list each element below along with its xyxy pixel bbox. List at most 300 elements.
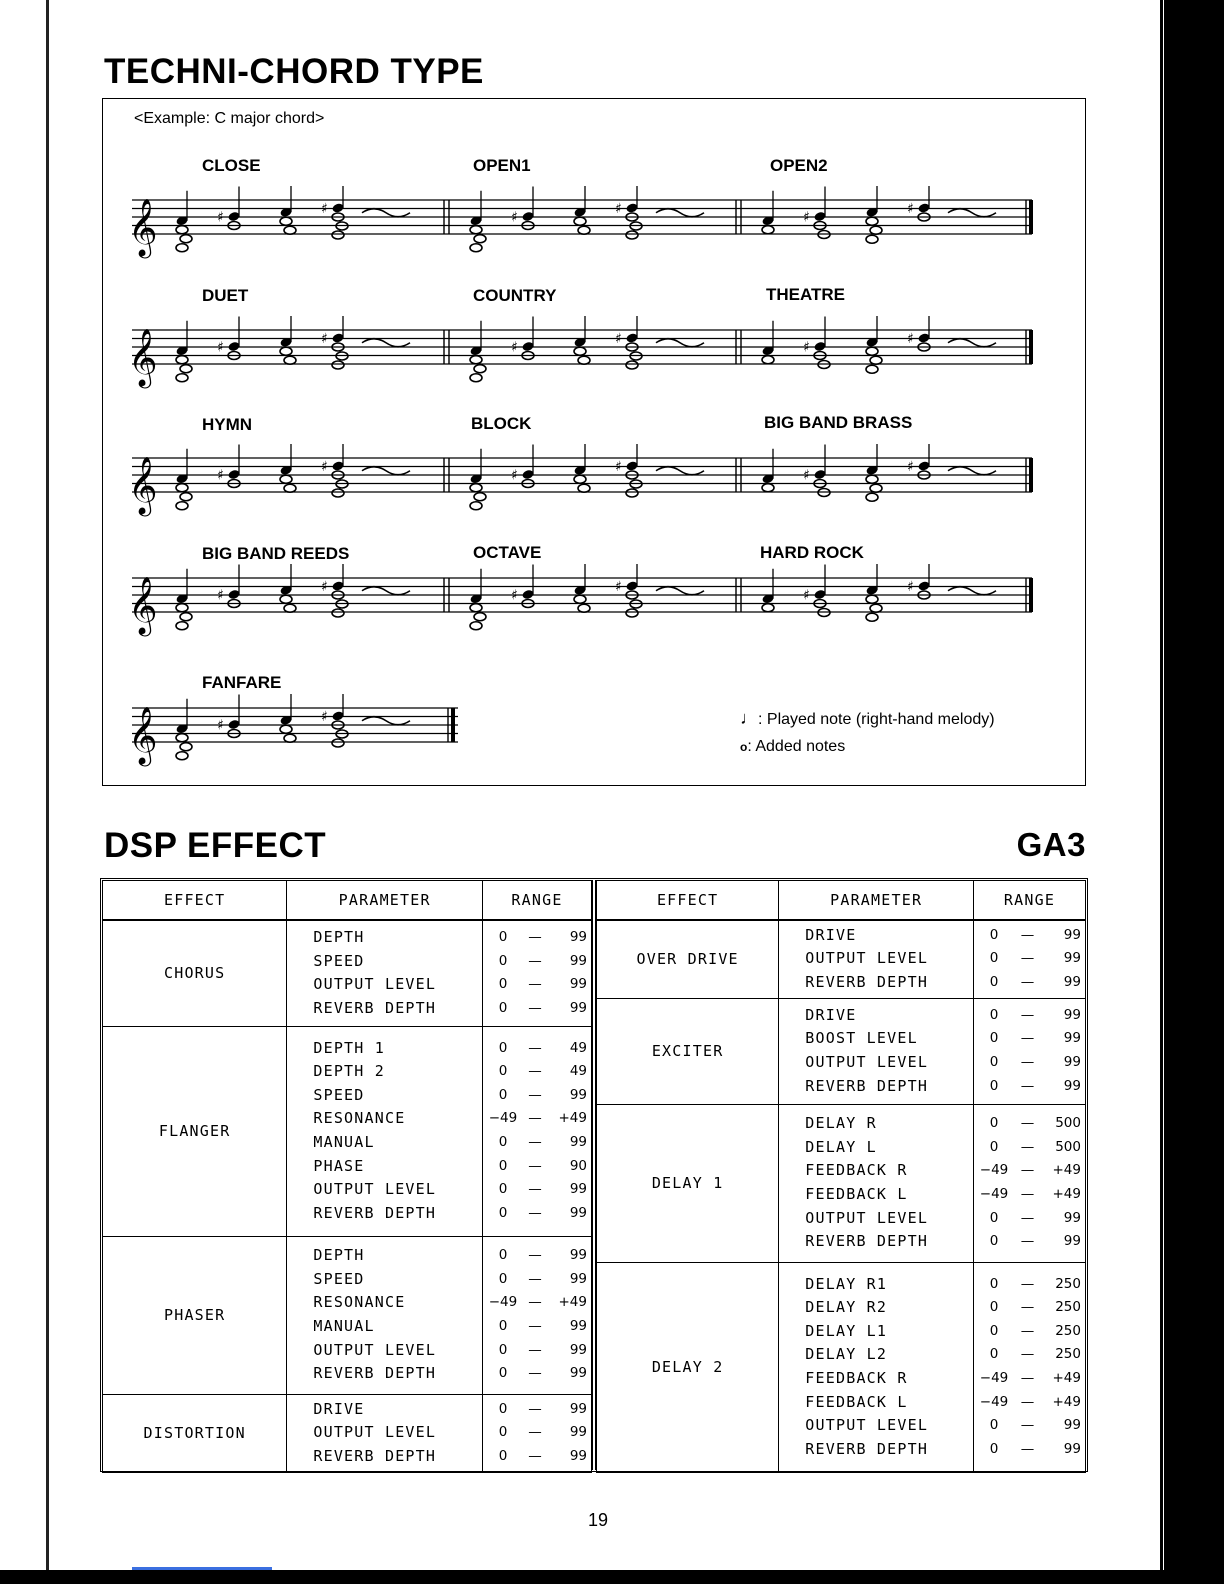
range-dash: —: [1020, 1138, 1035, 1155]
range-max: 500: [1055, 1115, 1081, 1132]
music-staff-close-open: [126, 186, 1036, 266]
added-note: [574, 217, 586, 225]
tie-icon: [948, 587, 996, 595]
tie-icon: [656, 339, 704, 347]
effect-name: CHORUS: [103, 920, 287, 1026]
parameter-name: FEEDBACK R: [805, 1161, 908, 1180]
range-min: 0: [989, 1275, 999, 1292]
range-value: [978, 1391, 1081, 1415]
added-note: [470, 484, 482, 492]
range-dash: —: [528, 1204, 542, 1221]
range-max: 99: [569, 1134, 587, 1150]
range-max: 99: [1063, 1417, 1081, 1434]
added-note: [176, 734, 188, 742]
range-list: [483, 1236, 592, 1394]
added-note: [762, 226, 774, 234]
range-dash: —: [528, 1134, 542, 1150]
range-min: 0: [498, 1063, 508, 1080]
range-min: 0: [498, 1318, 508, 1334]
header-effect: EFFECT: [597, 881, 779, 921]
added-note: [176, 604, 188, 612]
range-max: 99: [1063, 1440, 1081, 1457]
range-value: [978, 1367, 1081, 1391]
added-note: [176, 752, 188, 760]
range-value: [487, 1398, 587, 1422]
range-value: [487, 1339, 587, 1363]
page-number: 19: [587, 1510, 609, 1530]
added-note: [180, 613, 192, 621]
chord-type-label: CLOSE: [202, 156, 261, 175]
added-note: [866, 613, 878, 621]
added-note: [470, 226, 482, 234]
added-note: [870, 226, 882, 234]
range-max: 99: [569, 976, 587, 993]
parameter-name: MANUAL: [313, 1317, 375, 1335]
music-staff-fanfare: [126, 694, 466, 774]
range-min: −49: [979, 1162, 1009, 1179]
dsp-table-left: [102, 880, 592, 1473]
whole-note-icon: o: [740, 740, 748, 754]
range-min: 0: [989, 1233, 999, 1250]
range-dash: —: [1020, 1233, 1035, 1250]
sharp-icon: ♯: [321, 579, 328, 595]
parameter-list: [287, 1236, 483, 1394]
parameter-list: [779, 998, 974, 1104]
added-note: [176, 374, 188, 382]
chord-type-label: DUET: [202, 286, 249, 305]
legend-added: o: Added notes: [740, 738, 846, 755]
range-dash: —: [1020, 1006, 1035, 1023]
added-note: [578, 356, 590, 364]
range-value: [978, 1273, 1081, 1297]
range-value: [978, 1051, 1081, 1075]
parameter-name: DELAY L: [805, 1137, 877, 1156]
range-max: 99: [569, 1318, 587, 1334]
range-value: [487, 1202, 587, 1226]
range-min: 0: [989, 1138, 999, 1155]
added-note: [866, 493, 878, 501]
parameter-name: DRIVE: [805, 925, 857, 944]
parameter-name: REVERB DEPTH: [805, 973, 929, 992]
added-note: [332, 609, 344, 617]
range-value: [978, 1438, 1081, 1462]
range-max: 99: [1063, 950, 1081, 967]
range-max: 99: [569, 1086, 587, 1103]
chord-type-label: BIG BAND BRASS: [764, 413, 913, 432]
parameter-name: REVERB DEPTH: [313, 1364, 437, 1383]
tie-icon: [948, 467, 996, 475]
treble-clef-icon: 𝄞: [128, 576, 158, 634]
added-note: [176, 356, 188, 364]
sharp-icon: ♯: [907, 459, 914, 475]
sharp-icon: ♯: [907, 201, 914, 217]
techni-chord-title: TECHNI-CHORD TYPE: [104, 52, 484, 91]
sharp-icon: ♯: [907, 579, 914, 595]
parameter-name: OUTPUT LEVEL: [313, 975, 437, 994]
parameter-list: [779, 1262, 974, 1472]
parameter-name: PHASE: [313, 1156, 365, 1175]
scan-edge-left: [46, 0, 49, 1584]
range-min: 0: [498, 929, 508, 946]
range-min: 0: [989, 1322, 999, 1339]
range-min: 0: [989, 1209, 999, 1226]
effect-name: DELAY 1: [597, 1104, 779, 1262]
range-value: [978, 1112, 1081, 1136]
tie-icon: [948, 209, 996, 217]
range-value: [978, 924, 1081, 948]
range-list: [974, 998, 1086, 1104]
parameter-name: SPEED: [313, 1269, 365, 1288]
range-dash: —: [1020, 1030, 1035, 1047]
range-min: 0: [498, 1447, 508, 1464]
range-value: [487, 1131, 587, 1155]
chord-type-label: THEATRE: [766, 285, 846, 304]
range-value: [978, 1075, 1081, 1099]
added-note: [762, 356, 774, 364]
range-min: 0: [989, 1054, 999, 1070]
range-max: +49: [1052, 1370, 1081, 1386]
added-note: [866, 217, 878, 225]
parameter-name: DELAY R: [805, 1114, 877, 1133]
range-list: [974, 920, 1086, 998]
added-note: [332, 361, 344, 369]
parameter-list: [779, 920, 974, 998]
example-label: <Example: C major chord>: [134, 110, 325, 127]
dsp-table-right: [596, 880, 1086, 1473]
range-dash: —: [528, 999, 542, 1016]
added-note: [332, 489, 344, 497]
range-dash: —: [1020, 1440, 1035, 1457]
effect-name: FLANGER: [103, 1026, 287, 1236]
range-max: +49: [1052, 1393, 1081, 1410]
added-note: [574, 595, 586, 603]
sharp-icon: ♯: [217, 209, 224, 226]
range-min: 0: [989, 1417, 999, 1434]
range-value: [978, 947, 1081, 971]
range-max: 99: [1063, 1054, 1081, 1070]
effect-name: DELAY 2: [597, 1262, 779, 1472]
added-note: [866, 347, 878, 355]
treble-clef-icon: 𝄞: [128, 456, 158, 514]
range-dash: —: [1020, 1370, 1035, 1386]
legend-played: ♩: Played note (right-hand melody): [740, 708, 995, 728]
scan-edge-right: [1160, 0, 1163, 1570]
treble-clef-icon: 𝄞: [128, 328, 158, 386]
parameter-name: REVERB DEPTH: [805, 1076, 929, 1095]
effect-name: OVER DRIVE: [597, 920, 779, 998]
sharp-icon: ♯: [511, 587, 518, 604]
range-min: −49: [979, 1393, 1009, 1410]
added-note: [870, 604, 882, 612]
range-dash: —: [528, 1447, 542, 1464]
range-value: [487, 1362, 587, 1386]
range-dash: —: [528, 1157, 542, 1174]
range-min: 0: [989, 1299, 999, 1316]
parameter-name: OUTPUT LEVEL: [805, 1208, 929, 1227]
range-max: 99: [1063, 974, 1081, 991]
range-max: 99: [569, 1447, 587, 1464]
added-note: [470, 244, 482, 252]
sharp-icon: ♯: [907, 331, 914, 347]
range-list: [483, 1394, 592, 1472]
sharp-icon: ♯: [217, 467, 224, 484]
range-min: 0: [498, 1204, 508, 1221]
added-note: [474, 493, 486, 501]
range-dash: —: [528, 1181, 542, 1198]
range-max: 99: [569, 952, 587, 969]
sharp-icon: ♯: [615, 579, 622, 595]
parameter-name: REVERB DEPTH: [805, 1439, 929, 1458]
range-dash: —: [528, 1424, 542, 1441]
range-min: 0: [989, 1030, 999, 1047]
added-note: [470, 502, 482, 510]
range-max: 99: [569, 1270, 587, 1287]
parameter-name: OUTPUT LEVEL: [313, 1423, 437, 1442]
added-note: [332, 739, 344, 747]
range-dash: —: [528, 976, 542, 993]
added-note: [176, 622, 188, 630]
range-min: 0: [498, 1424, 508, 1441]
range-dash: —: [528, 1365, 542, 1382]
added-note: [870, 484, 882, 492]
range-dash: —: [1020, 926, 1035, 943]
added-note: [280, 475, 292, 483]
tie-icon: [362, 209, 410, 217]
range-max: 99: [569, 929, 587, 946]
range-dash: —: [1020, 1077, 1035, 1094]
chord-type-label: BLOCK: [471, 414, 532, 433]
parameter-name: MANUAL: [313, 1133, 375, 1151]
sharp-icon: ♯: [803, 339, 810, 356]
added-note: [474, 365, 486, 373]
added-note: [280, 347, 292, 355]
parameter-name: FEEDBACK L: [805, 1392, 908, 1411]
added-note: [470, 374, 482, 382]
tie-icon: [362, 717, 410, 725]
added-note: [470, 622, 482, 630]
range-min: −49: [488, 1110, 518, 1127]
range-value: [487, 997, 587, 1021]
sharp-icon: ♯: [803, 467, 810, 484]
parameter-name: REVERB DEPTH: [313, 998, 437, 1017]
added-note: [866, 595, 878, 603]
parameter-name: BOOST LEVEL: [805, 1029, 918, 1048]
range-dash: —: [528, 1110, 542, 1127]
chord-type-label: HYMN: [202, 415, 253, 434]
effect-name: EXCITER: [597, 998, 779, 1104]
scan-edge-bar: [1164, 0, 1224, 1584]
range-value: [978, 1183, 1081, 1207]
sharp-icon: ♯: [321, 331, 328, 347]
added-note: [762, 604, 774, 612]
added-note: [626, 489, 638, 497]
range-min: 0: [498, 1341, 508, 1358]
parameter-name: SPEED: [313, 1085, 365, 1104]
added-note: [180, 743, 192, 751]
range-max: 250: [1055, 1322, 1081, 1339]
parameter-name: OUTPUT LEVEL: [805, 949, 929, 968]
range-min: 0: [498, 1134, 508, 1150]
added-note: [578, 484, 590, 492]
sharp-icon: ♯: [511, 467, 518, 484]
range-value: [487, 1291, 587, 1315]
added-note: [280, 595, 292, 603]
range-min: 0: [989, 1346, 999, 1363]
header-parameter: PARAMETER: [779, 881, 974, 921]
tie-icon: [362, 339, 410, 347]
parameter-name: DRIVE: [313, 1399, 365, 1418]
range-dash: —: [528, 1318, 542, 1334]
range-max: 90: [569, 1157, 587, 1174]
range-value: [978, 1027, 1081, 1051]
range-max: 250: [1055, 1275, 1081, 1292]
parameter-name: DRIVE: [805, 1005, 857, 1024]
music-staff-duet-country: [126, 316, 1036, 396]
sharp-icon: ♯: [803, 209, 810, 226]
tie-icon: [656, 209, 704, 217]
range-min: 0: [498, 976, 508, 993]
tie-icon: [362, 587, 410, 595]
scan-edge-bottom: [0, 1570, 1164, 1584]
parameter-name: OUTPUT LEVEL: [805, 1416, 929, 1435]
sharp-icon: ♯: [615, 201, 622, 217]
range-dash: —: [528, 929, 542, 946]
range-value: [978, 1414, 1081, 1438]
treble-clef-icon: 𝄞: [128, 198, 158, 256]
range-dash: —: [528, 1341, 542, 1358]
added-note: [574, 347, 586, 355]
range-dash: —: [1020, 1054, 1035, 1070]
range-value: [978, 1230, 1081, 1254]
parameter-name: RESONANCE: [313, 1293, 406, 1312]
parameter-list: [779, 1104, 974, 1262]
parameter-name: OUTPUT LEVEL: [313, 1180, 437, 1199]
sharp-icon: ♯: [511, 209, 518, 226]
range-dash: —: [528, 1400, 542, 1417]
range-list: [483, 1026, 592, 1236]
range-value: [487, 1084, 587, 1108]
sharp-icon: ♯: [615, 331, 622, 347]
added-note: [280, 217, 292, 225]
parameter-name: OUTPUT LEVEL: [805, 1053, 929, 1071]
parameter-name: DELAY R1: [805, 1274, 888, 1293]
range-max: 99: [1063, 1077, 1081, 1094]
range-min: −49: [979, 1186, 1009, 1202]
tie-icon: [656, 587, 704, 595]
parameter-name: REVERB DEPTH: [313, 1446, 437, 1465]
parameter-name: DELAY L2: [805, 1345, 888, 1364]
parameter-name: DEPTH 1: [313, 1038, 385, 1057]
sharp-icon: ♯: [803, 587, 810, 604]
tie-icon: [948, 339, 996, 347]
parameter-name: DEPTH: [313, 928, 365, 947]
range-min: 0: [498, 952, 508, 969]
range-min: 0: [989, 926, 999, 943]
range-value: [487, 1107, 587, 1131]
range-value: [978, 971, 1081, 995]
range-max: 99: [569, 1400, 587, 1417]
range-min: 0: [498, 1365, 508, 1382]
header-range: RANGE: [974, 881, 1086, 921]
added-note: [626, 609, 638, 617]
chord-type-label: FANFARE: [202, 673, 282, 692]
chord-type-label: COUNTRY: [473, 286, 557, 305]
range-value: [487, 1421, 587, 1445]
range-max: +49: [1052, 1162, 1081, 1179]
range-max: 49: [569, 1063, 587, 1080]
range-max: 99: [1063, 1233, 1081, 1250]
range-dash: —: [528, 1294, 542, 1311]
range-dash: —: [1020, 1417, 1035, 1434]
music-staff-hymn-block: [126, 444, 1036, 524]
sharp-icon: ♯: [321, 459, 328, 475]
range-max: +49: [558, 1110, 587, 1127]
range-max: 99: [569, 1424, 587, 1441]
effect-name: DISTORTION: [103, 1394, 287, 1472]
added-note: [176, 244, 188, 252]
range-value: [487, 926, 587, 950]
added-note: [474, 235, 486, 243]
range-value: [487, 973, 587, 997]
range-max: 99: [1063, 1209, 1081, 1226]
range-min: −49: [488, 1294, 518, 1311]
range-max: +49: [558, 1294, 587, 1311]
sharp-icon: ♯: [321, 201, 328, 217]
range-max: 99: [569, 1204, 587, 1221]
range-dash: —: [1020, 974, 1035, 991]
range-min: 0: [498, 999, 508, 1016]
range-max: 500: [1055, 1138, 1081, 1155]
parameter-name: FEEDBACK L: [805, 1185, 908, 1203]
range-value: [487, 1060, 587, 1084]
parameter-name: DEPTH: [313, 1246, 365, 1265]
added-note: [866, 475, 878, 483]
range-value: [487, 1244, 587, 1268]
range-dash: —: [1020, 1209, 1035, 1226]
range-min: 0: [989, 1077, 999, 1094]
range-value: [487, 1178, 587, 1202]
parameter-list: [287, 1394, 483, 1472]
range-value: [978, 1159, 1081, 1183]
range-min: 0: [498, 1181, 508, 1198]
range-dash: —: [528, 1063, 542, 1080]
range-dash: —: [1020, 1275, 1035, 1292]
added-note: [866, 235, 878, 243]
added-note: [176, 502, 188, 510]
added-note: [284, 226, 296, 234]
parameter-name: OUTPUT LEVEL: [313, 1340, 437, 1359]
range-min: 0: [498, 1086, 508, 1103]
added-note: [574, 475, 586, 483]
tie-icon: [362, 467, 410, 475]
range-dash: —: [1020, 1162, 1035, 1179]
range-dash: —: [1020, 950, 1035, 967]
range-value: [487, 950, 587, 974]
range-value: [978, 1320, 1081, 1344]
treble-clef-icon: 𝄞: [128, 706, 158, 764]
added-note: [866, 365, 878, 373]
range-value: [978, 1343, 1081, 1367]
range-min: 0: [498, 1039, 508, 1056]
header-parameter: PARAMETER: [287, 881, 483, 921]
added-note: [578, 226, 590, 234]
header-range: RANGE: [483, 881, 592, 921]
range-list: [974, 1104, 1086, 1262]
parameter-name: DELAY L1: [805, 1321, 888, 1340]
range-min: −49: [979, 1370, 1009, 1386]
range-max: 250: [1055, 1346, 1081, 1363]
range-max: 250: [1055, 1299, 1081, 1316]
